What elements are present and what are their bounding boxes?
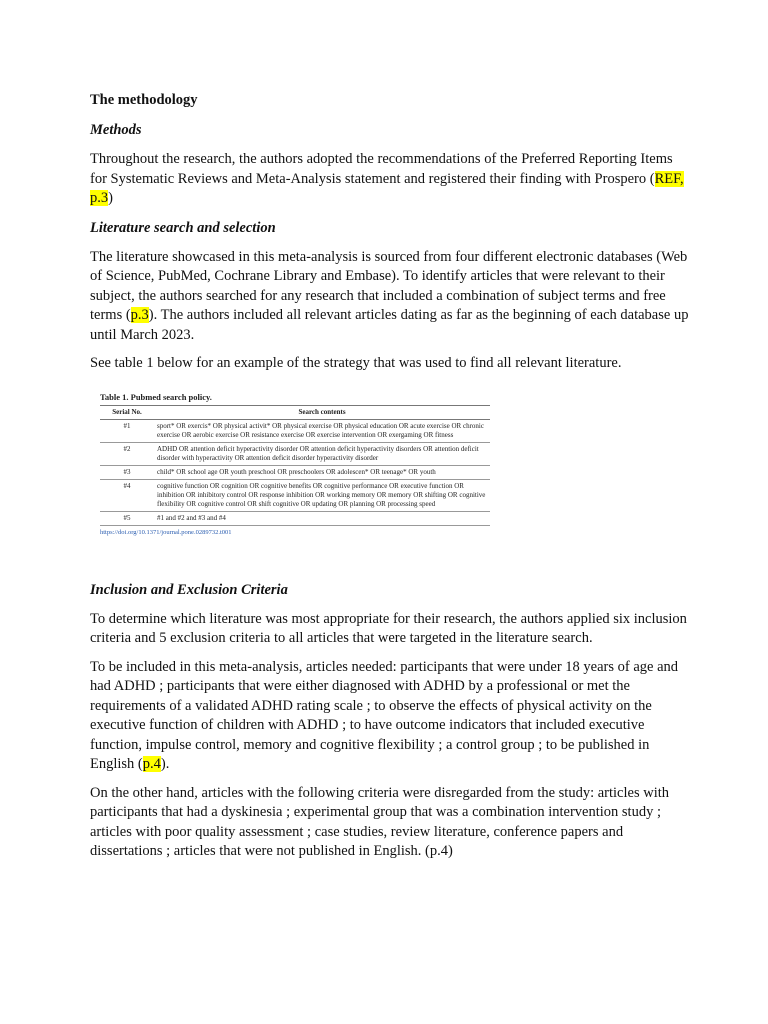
table-row — [100, 511, 490, 525]
highlighted-reference: p.4 — [142, 756, 161, 772]
serial-cell: #2 — [100, 442, 154, 465]
doi-link[interactable]: https://doi.org/10.1371/journal.pone.0289732.t001 — [100, 528, 232, 536]
literature-text: The literature showcased in this meta-analysis is sourced from four different electronic databases (Web of Science, PubMed, Cochrane Library and Embase). To identify articles that were relevant to their subject, the authors searched for any research that included a combination of subject terms and free terms ( — [90, 248, 688, 323]
serial-cell: #5 — [100, 511, 154, 525]
methods-heading: Methods — [90, 122, 142, 138]
exclusion-paragraph: On the other hand, articles with the following criteria were disregarded from the study: articles with participants that had a dyskinesia ; experimental group that was a combination intervention study ; articles with poor quality assessment ; case studies, review literature, conference papers and dissertations ; articles that were not published in English. (p.4) — [90, 784, 670, 859]
methods-text-end: ) — [108, 190, 113, 206]
table-row — [100, 479, 490, 511]
table-row — [100, 442, 490, 465]
serial-cell: #4 — [100, 479, 154, 511]
column-header-serial: Serial No. — [100, 405, 154, 419]
document-body — [90, 90, 690, 871]
table-row — [100, 419, 490, 442]
methods-paragraph — [90, 150, 690, 209]
inclusion-text-end: ). — [160, 756, 170, 772]
inclusion-paragraph-2 — [90, 658, 690, 775]
table-header-row — [100, 405, 490, 419]
serial-cell: #1 — [100, 419, 154, 442]
search-policy-table — [100, 405, 490, 526]
methods-text: Throughout the research, the authors adopted the recommendations of the Preferred Reporting Items for Systematic Reviews and Meta-Analysis statement and registered their finding with Prospero ( — [90, 151, 673, 187]
literature-heading: Literature search and selection — [90, 219, 276, 236]
contents-cell: #1 and #2 and #3 and #4 — [154, 511, 490, 525]
highlighted-reference: p.3 — [130, 307, 149, 323]
table-caption: Table 1. Pubmed search policy. — [100, 391, 212, 402]
serial-cell: #3 — [100, 465, 154, 479]
table-reference-paragraph: See table 1 below for an example of the strategy that was used to find all relevant literature. — [90, 355, 622, 371]
highlighted-reference: REF, p.3 — [90, 170, 684, 206]
contents-cell: cognitive function OR cognition OR cognitive benefits OR cognitive performance OR executive function OR inhibition OR inhibitory control OR response inhibition OR working memory OR memory OR shifting OR cognitive flexibility OR cognitive control OR shift cognitive OR updating OR planning OR processing speed — [154, 479, 490, 511]
inclusion-text: To be included in this meta-analysis, articles needed: participants that were under 18 years of age and had ADHD ; participants that were either diagnosed with ADHD by a professional or met the requirements of a validated ADHD rating scale ; to observe the effects of physical activity on the executive function of children with ADHD ; to have outcome indicators that included executive function, impulse control, memory and cognitive flexibility ; a control group ; to be published in English ( — [90, 658, 679, 772]
literature-text-end: ). The authors included all relevant articles dating as far as the beginning of each database up until March 2023. — [90, 307, 689, 343]
contents-cell: child* OR school age OR youth preschool OR preschoolers OR adolescen* OR teenage* OR youth — [154, 465, 490, 479]
table-figure — [100, 392, 490, 536]
spacer — [90, 536, 690, 580]
contents-cell: sport* OR exercis* OR physical activit* OR physical exercise OR physical education OR acute exercise OR chronic exercise OR aerobic exercise OR resistance exercise OR exercise intervention OR exergaming OR fitness — [154, 419, 490, 442]
inclusion-paragraph-1: To determine which literature was most appropriate for their research, the authors applied six inclusion criteria and 5 exclusion criteria to all articles that were targeted in the literature search. — [90, 610, 687, 646]
literature-paragraph — [90, 248, 690, 346]
contents-cell: ADHD OR attention deficit hyperactivity disorder OR attention deficit hyperactivity disorders OR attention deficit disorder with hyperactivity OR attention deficit disorder hyperactivity disorder — [154, 442, 490, 465]
table-row — [100, 465, 490, 479]
column-header-contents: Search contents — [154, 405, 490, 419]
inclusion-heading: Inclusion and Exclusion Criteria — [90, 581, 288, 598]
page-title: The methodology — [90, 92, 198, 108]
